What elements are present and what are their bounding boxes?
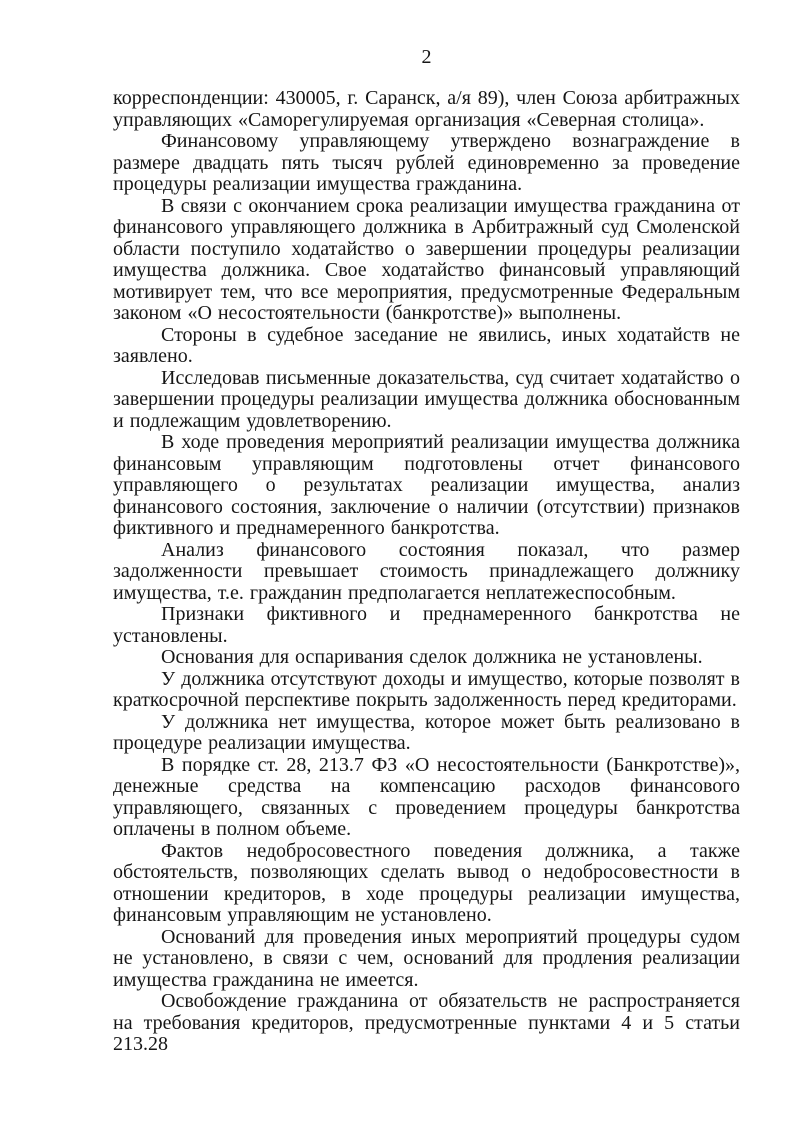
document-body — [113, 88, 740, 1056]
body-paragraph: Основания для оспаривания сделок должника не установлены. — [161, 646, 703, 668]
body-paragraph: корреспонденции: 430005, г. Саранск, а/я 89), член Союза арбитражных управляющих «Саморегулируемая организация «Северная столица». — [113, 87, 740, 131]
body-paragraph: Стороны в судебное заседание не явились, иных ходатайств не заявлено. — [113, 323, 740, 367]
body-paragraph: У должника нет имущества, которое может быть реализовано в процедуре реализации имущества. — [113, 710, 740, 754]
body-paragraph: Анализ финансового состояния показал, что размер задолженности превышает стоимость принадлежащего должнику имущества, т.е. гражданин предполагается неплатежеспособным. — [113, 538, 740, 604]
body-paragraph: В ходе проведения мероприятий реализации имущества должника финансовым управляющим подготовлены отчет финансового управляющего о результатах реализации имущества, анализ финансового состояния, заключение о наличии (отсутствии) признаков фиктивного и преднамеренного банкротства. — [113, 431, 740, 539]
page-number: 2 — [421, 46, 432, 68]
body-paragraph: Освобождение гражданина от обязательств не распространяется на требования кредиторов, предусмотренные пунктами 4 и 5 статьи 213.28 — [113, 990, 740, 1055]
body-paragraph: В порядке ст. 28, 213.7 ФЗ «О несостоятельности (Банкротстве)», денежные средства на компенсацию расходов финансового управляющего, связанных с проведением процедуры банкротства оплачены в полном объеме. — [113, 753, 740, 840]
body-paragraph: Финансовому управляющему утверждено вознаграждение в размере двадцать пять тысяч рублей единовременно за проведение процедуры реализации имущества гражданина. — [113, 130, 740, 195]
body-paragraph: Оснований для проведения иных мероприятий процедуры судом не установлено, в связи с чем, оснований для продления реализации имущества гражданина не имеется. — [113, 925, 740, 991]
body-paragraph: У должника отсутствуют доходы и имущество, которые позволят в краткосрочной перспективе покрыть задолженность перед кредиторами. — [113, 667, 740, 711]
body-paragraph: Фактов недобросовестного поведения должника, а также обстоятельств, позволяющих сделать вывод о недобросовестности в отношении кредиторов, в ходе процедуры реализации имущества, финансовым управляющим не установлено. — [113, 839, 740, 926]
body-paragraph: В связи с окончанием срока реализации имущества гражданина от финансового управляющего должника в Арбитражный суд Смоленской области поступило ходатайство о завершении процедуры реализации имущества должника. Свое ходатайство финансовый управляющий мотивирует тем, что все мероприятия, предусмотренные Федеральным законом «О несостоятельности (банкротстве)» выполнены. — [113, 194, 740, 324]
body-paragraph: Исследовав письменные доказательства, суд считает ходатайство о завершении процедуры реализации имущества должника обоснованным и подлежащим удовлетворению. — [113, 366, 740, 432]
body-paragraph: Признаки фиктивного и преднамеренного банкротства не установлены. — [113, 603, 740, 647]
